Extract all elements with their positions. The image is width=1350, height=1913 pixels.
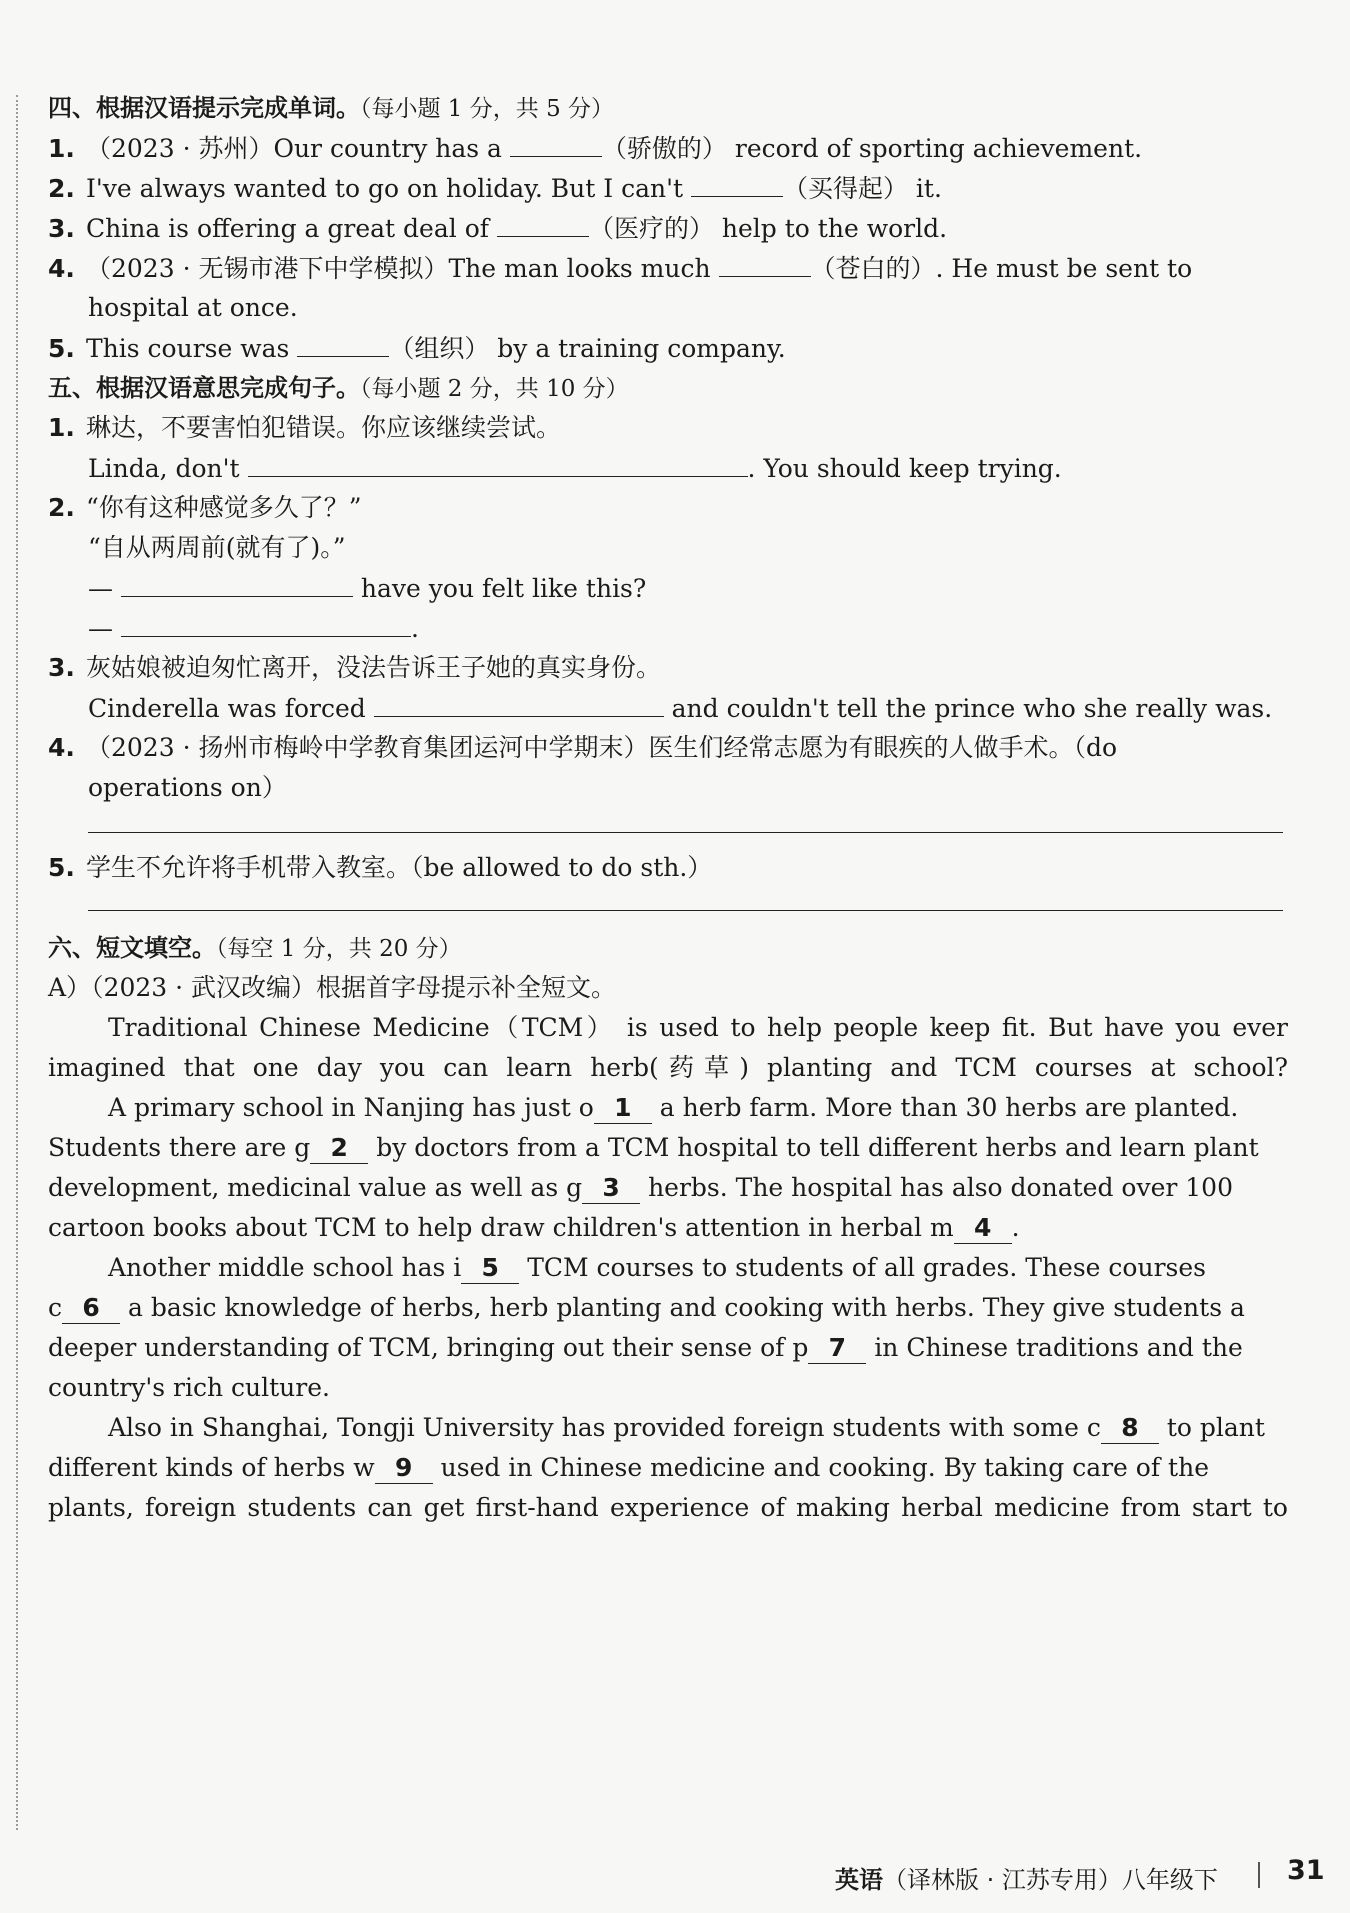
passage-text: cartoon books about TCM to help draw children's attention in herbal m <box>48 1213 954 1242</box>
passage-text: herbs. The hospital has also donated over 100 <box>648 1173 1233 1202</box>
question-number: 2. <box>48 493 75 522</box>
question-text: （医疗的） help to the world. <box>588 214 948 243</box>
footer-subject: 英语 <box>835 1866 883 1894</box>
passage-line <box>108 1248 1288 1288</box>
answer-blank[interactable] <box>374 688 664 717</box>
s5-answer-2b <box>88 608 1328 648</box>
s4-question-4 <box>48 248 1288 288</box>
s5-question-2 <box>48 488 1288 528</box>
passage-text: A primary school in Nanjing has just o <box>108 1093 594 1122</box>
question-text: （2023 · 苏州）Our country has a <box>86 134 502 163</box>
question-text: “你有这种感觉多久了？” <box>86 493 362 522</box>
passage-text: different kinds of herbs w <box>48 1453 375 1482</box>
passage-line <box>48 1448 1288 1488</box>
numbered-blank[interactable]: 1 <box>594 1093 652 1124</box>
numbered-blank[interactable]: 3 <box>582 1173 640 1204</box>
passage-text: a herb farm. More than 30 herbs are planted. <box>659 1093 1239 1122</box>
passage-text: in Chinese traditions and the <box>874 1333 1243 1362</box>
s5-question-4-cont: operations on） <box>88 773 287 802</box>
part-a-heading: A）（2023 · 武汉改编）根据首字母提示补全短文。 <box>48 973 617 1002</box>
s4-question-2 <box>48 168 1288 208</box>
passage-line <box>48 1168 1288 1208</box>
footer-book-title <box>835 1860 1218 1895</box>
question-text: Linda, don't <box>88 454 240 483</box>
s4-question-1 <box>48 128 1288 168</box>
section-6-note: （每空 1 分，共 20 分） <box>216 936 462 962</box>
passage-text: Also in Shanghai, Tongji University has provided foreign students with some c <box>108 1413 1101 1442</box>
passage-line <box>108 1088 1288 1128</box>
question-text: （2023 · 扬州市梅岭中学教育集团运河中学期末）医生们经常志愿为有眼疾的人做手术。（do <box>86 733 1118 762</box>
section-4-title: 四、根据汉语提示完成单词。 <box>48 94 360 122</box>
passage-line <box>48 1328 1288 1368</box>
s5-answer-1 <box>88 448 1328 488</box>
section-4-note: （每小题 1 分，共 5 分） <box>360 96 615 122</box>
question-text: China is offering a great deal of <box>86 214 490 243</box>
section-5-note: （每小题 2 分，共 10 分） <box>360 376 629 402</box>
s5-answer-2a <box>88 568 1328 608</box>
binding-dotted-line <box>16 95 18 1830</box>
answer-line[interactable] <box>88 910 1283 911</box>
passage-text: deeper understanding of TCM, bringing out their sense of p <box>48 1333 809 1362</box>
passage-text: used in Chinese medicine and cooking. By taking care of the <box>440 1453 1209 1482</box>
numbered-blank[interactable]: 2 <box>310 1133 368 1164</box>
question-number: 3. <box>48 214 75 243</box>
answer-blank[interactable] <box>121 568 353 597</box>
answer-blank[interactable] <box>297 328 389 357</box>
question-text: have you felt like this? <box>360 574 647 603</box>
footer-separator <box>1258 1862 1260 1888</box>
answer-blank[interactable] <box>248 448 748 477</box>
s5-question-4 <box>48 728 1288 768</box>
question-number: 3. <box>48 653 75 682</box>
numbered-blank[interactable]: 9 <box>375 1453 433 1484</box>
answer-blank[interactable] <box>719 248 811 277</box>
answer-blank[interactable] <box>121 608 411 637</box>
numbered-blank[interactable]: 7 <box>808 1333 866 1364</box>
question-text: 灰姑娘被迫匆忙离开，没法告诉王子她的真实身份。 <box>86 653 662 682</box>
question-text: I've always wanted to go on holiday. But I can't <box>86 174 684 203</box>
s4-question-5 <box>48 328 1288 368</box>
question-text: . You should keep trying. <box>747 454 1062 483</box>
passage-text: c <box>48 1293 63 1322</box>
s5-question-1 <box>48 408 1288 448</box>
s5-question-2-cn2: “自从两周前(就有了)。” <box>88 533 346 562</box>
question-text: 学生不允许将手机带入教室。（be allowed to do sth.） <box>86 853 713 882</box>
footer-edition: （译林版 · 江苏专用）八年级下 <box>883 1866 1218 1894</box>
page-number: 31 <box>1287 1855 1325 1886</box>
question-number: 2. <box>48 174 75 203</box>
question-number: 1. <box>48 413 75 442</box>
dialogue-dash: — <box>88 574 113 603</box>
passage-text: TCM courses to students of all grades. These courses <box>527 1253 1206 1282</box>
numbered-blank[interactable]: 5 <box>461 1253 519 1284</box>
numbered-blank[interactable]: 6 <box>62 1293 120 1324</box>
passage-text: a basic knowledge of herbs, herb planting and cooking with herbs. They give students a <box>127 1293 1245 1322</box>
question-number: 5. <box>48 853 75 882</box>
passage-text: . <box>1011 1213 1020 1242</box>
question-text: 琳达，不要害怕犯错误。你应该继续尝试。 <box>86 413 562 442</box>
passage-line <box>48 1128 1288 1168</box>
passage-line <box>108 1408 1288 1448</box>
question-text: This course was <box>86 334 290 363</box>
answer-line[interactable] <box>88 832 1283 833</box>
section-6-title: 六、短文填空。 <box>48 934 216 962</box>
passage-text: by doctors from a TCM hospital to tell different herbs and learn plant <box>376 1133 1259 1162</box>
section-5-heading <box>48 368 1288 408</box>
dialogue-dash: — <box>88 614 113 643</box>
question-text: . <box>410 614 419 643</box>
passage-line: plants, foreign students can get first-hand experience of making herbal medicine from start to <box>48 1493 1288 1522</box>
s4-question-4-cont: hospital at once. <box>88 293 298 322</box>
numbered-blank[interactable]: 4 <box>954 1213 1012 1244</box>
passage-line: country's rich culture. <box>48 1373 330 1402</box>
s5-question-5 <box>48 848 1288 888</box>
passage-line: imagined that one day you can learn herb(药草) planting and TCM courses at school? <box>48 1053 1288 1082</box>
question-text: （2023 · 无锡市港下中学模拟）The man looks much <box>86 254 711 283</box>
passage-line <box>48 1208 1288 1248</box>
answer-blank[interactable] <box>497 208 589 237</box>
passage-text: Students there are g <box>48 1133 311 1162</box>
question-number: 5. <box>48 334 75 363</box>
s4-question-3 <box>48 208 1288 248</box>
answer-blank[interactable] <box>691 168 783 197</box>
question-text: （组织） by a training company. <box>389 334 786 363</box>
passage-text: to plant <box>1166 1413 1265 1442</box>
section-4-heading <box>48 88 1288 128</box>
passage-line: Traditional Chinese Medicine（TCM） is used to help people keep fit. But have you ever <box>108 1013 1288 1042</box>
passage-text: Another middle school has i <box>108 1253 462 1282</box>
s5-answer-3 <box>88 688 1328 728</box>
passage-text: development, medicinal value as well as g <box>48 1173 583 1202</box>
question-text: （买得起） it. <box>782 174 942 203</box>
section-6-heading <box>48 928 1288 968</box>
numbered-blank[interactable]: 8 <box>1101 1413 1159 1444</box>
section-5-title: 五、根据汉语意思完成句子。 <box>48 374 360 402</box>
s5-question-3 <box>48 648 1288 688</box>
question-text: （骄傲的） record of sporting achievement. <box>601 134 1143 163</box>
passage-line <box>48 1288 1288 1328</box>
question-number: 1. <box>48 134 75 163</box>
question-text: Cinderella was forced <box>88 694 366 723</box>
question-number: 4. <box>48 733 75 762</box>
question-text: and couldn't tell the prince who she really was. <box>671 694 1273 723</box>
question-text: （苍白的）. He must be sent to <box>810 254 1193 283</box>
answer-blank[interactable] <box>510 128 602 157</box>
question-number: 4. <box>48 254 75 283</box>
